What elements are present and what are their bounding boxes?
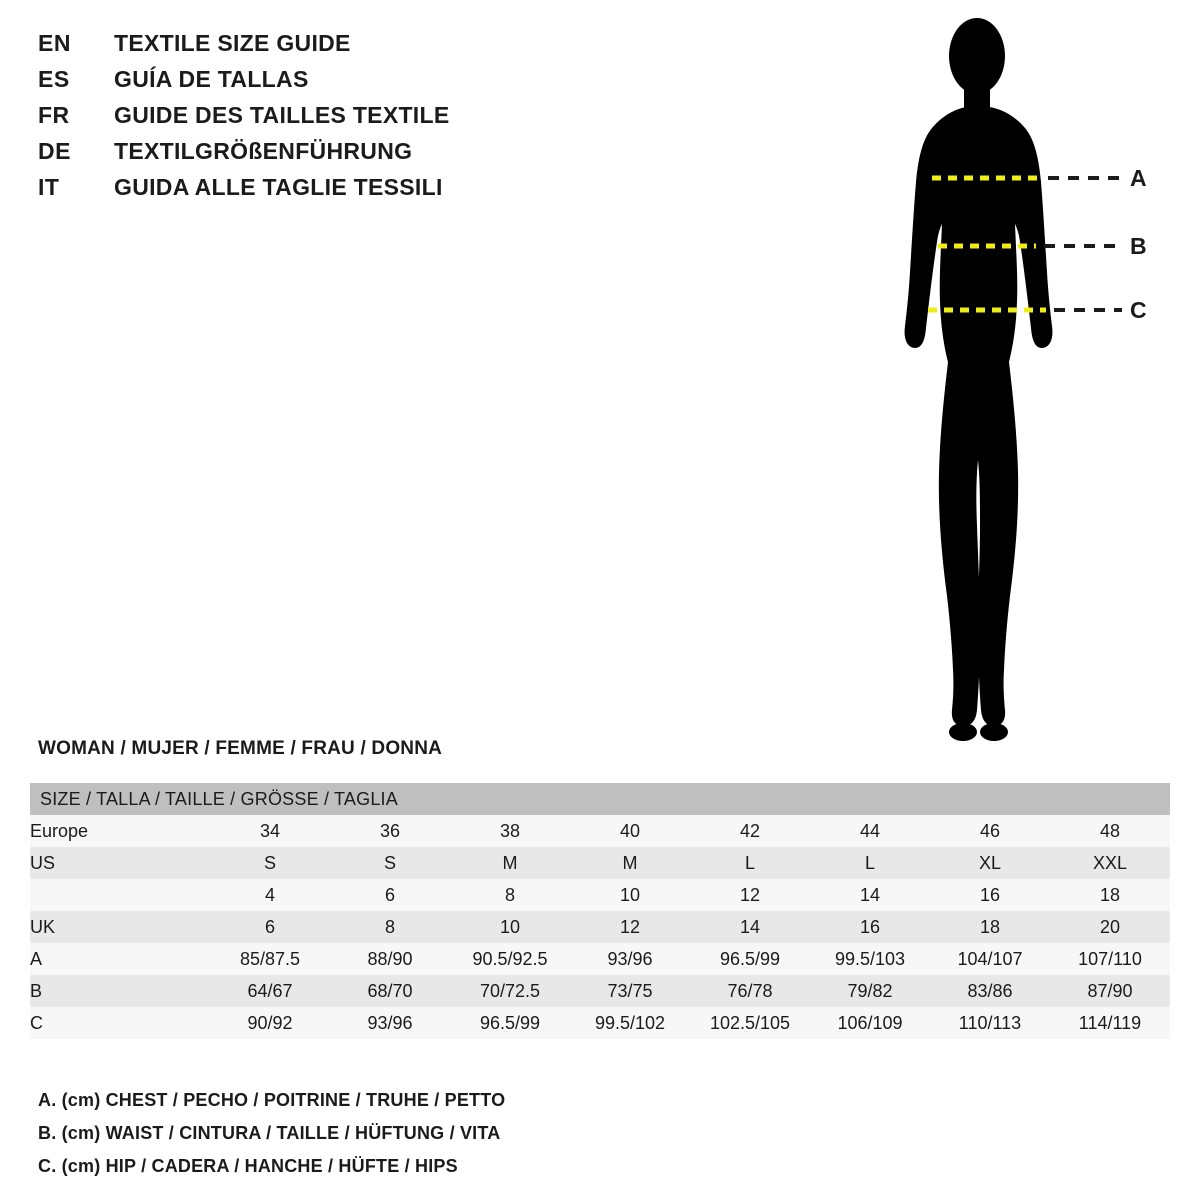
title-row-fr xyxy=(38,102,658,135)
callout-label-c: C xyxy=(1130,297,1147,323)
cell: 44 xyxy=(810,815,930,847)
size-chart-table xyxy=(30,783,1170,1039)
table-row xyxy=(30,943,1170,975)
legend-line-a: A. (cm) CHEST / PECHO / POITRINE / TRUHE / PETTO xyxy=(38,1090,506,1110)
cell: 99.5/102 xyxy=(570,1007,690,1039)
cell: 76/78 xyxy=(690,975,810,1007)
cell: 8 xyxy=(450,879,570,911)
cell: 85/87.5 xyxy=(210,943,330,975)
cell: 64/67 xyxy=(210,975,330,1007)
title-lang-de: DE xyxy=(38,138,71,164)
title-text-es: GUÍA DE TALLAS xyxy=(114,66,309,92)
cell: 8 xyxy=(330,911,450,943)
table-header-title: SIZE / TALLA / TAILLE / GRÖSSE / TAGLIA xyxy=(30,783,1170,815)
cell: 10 xyxy=(450,911,570,943)
callout-label-b: B xyxy=(1130,233,1147,259)
table-row xyxy=(30,847,1170,879)
female-body-figure xyxy=(860,10,1190,750)
title-block xyxy=(38,30,658,210)
table-row xyxy=(30,1007,1170,1039)
measurement-legend xyxy=(38,1090,738,1189)
cell: XL xyxy=(930,847,1050,879)
title-lang-it: IT xyxy=(38,174,60,200)
cell: 106/109 xyxy=(810,1007,930,1039)
title-lang-en: EN xyxy=(38,30,71,56)
cell: 90/92 xyxy=(210,1007,330,1039)
cell: 18 xyxy=(930,911,1050,943)
table-row xyxy=(30,815,1170,847)
title-row-en xyxy=(38,30,658,63)
cell: 114/119 xyxy=(1050,1007,1170,1039)
cell: 20 xyxy=(1050,911,1170,943)
cell: L xyxy=(810,847,930,879)
table-row xyxy=(30,911,1170,943)
title-row-de xyxy=(38,138,658,171)
cell: 96.5/99 xyxy=(690,943,810,975)
cell: 102.5/105 xyxy=(690,1007,810,1039)
callout-label-a: A xyxy=(1130,165,1147,191)
cell: 90.5/92.5 xyxy=(450,943,570,975)
cell: 10 xyxy=(570,879,690,911)
legend-line-c: C. (cm) HIP / CADERA / HANCHE / HÜFTE / HIPS xyxy=(38,1156,458,1176)
title-text-en: TEXTILE SIZE GUIDE xyxy=(114,30,351,56)
cell: 83/86 xyxy=(930,975,1050,1007)
title-lang-es: ES xyxy=(38,66,70,92)
cell: 12 xyxy=(570,911,690,943)
cell: 96.5/99 xyxy=(450,1007,570,1039)
row-label xyxy=(30,879,210,911)
cell: 36 xyxy=(330,815,450,847)
cell: M xyxy=(570,847,690,879)
table-header-row xyxy=(30,783,1170,815)
row-label: US xyxy=(30,847,210,879)
cell: 99.5/103 xyxy=(810,943,930,975)
cell: 34 xyxy=(210,815,330,847)
title-text-de: TEXTILGRÖßENFÜHRUNG xyxy=(114,138,413,164)
cell: 6 xyxy=(210,911,330,943)
cell: 70/72.5 xyxy=(450,975,570,1007)
title-row-es xyxy=(38,66,658,99)
cell: 14 xyxy=(810,879,930,911)
cell: S xyxy=(330,847,450,879)
body-silhouette-icon xyxy=(860,10,1190,750)
cell: M xyxy=(450,847,570,879)
cell: 93/96 xyxy=(330,1007,450,1039)
section-label-woman: WOMAN / MUJER / FEMME / FRAU / DONNA xyxy=(38,738,443,759)
title-text-fr: GUIDE DES TAILLES TEXTILE xyxy=(114,102,450,128)
cell: 38 xyxy=(450,815,570,847)
cell: L xyxy=(690,847,810,879)
cell: 79/82 xyxy=(810,975,930,1007)
row-label: Europe xyxy=(30,815,210,847)
title-row-it xyxy=(38,174,658,207)
cell: 14 xyxy=(690,911,810,943)
cell: 88/90 xyxy=(330,943,450,975)
cell: 4 xyxy=(210,879,330,911)
title-text-it: GUIDA ALLE TAGLIE TESSILI xyxy=(114,174,443,200)
row-label: C xyxy=(30,1007,210,1039)
row-label: B xyxy=(30,975,210,1007)
cell: 12 xyxy=(690,879,810,911)
cell: 6 xyxy=(330,879,450,911)
cell: S xyxy=(210,847,330,879)
cell: 16 xyxy=(930,879,1050,911)
cell: 42 xyxy=(690,815,810,847)
cell: 48 xyxy=(1050,815,1170,847)
table-row xyxy=(30,975,1170,1007)
table-row xyxy=(30,879,1170,911)
cell: XXL xyxy=(1050,847,1170,879)
cell: 68/70 xyxy=(330,975,450,1007)
row-label: UK xyxy=(30,911,210,943)
cell: 110/113 xyxy=(930,1007,1050,1039)
cell: 40 xyxy=(570,815,690,847)
cell: 18 xyxy=(1050,879,1170,911)
cell: 104/107 xyxy=(930,943,1050,975)
cell: 107/110 xyxy=(1050,943,1170,975)
cell: 16 xyxy=(810,911,930,943)
legend-line-b: B. (cm) WAIST / CINTURA / TAILLE / HÜFTUNG / VITA xyxy=(38,1123,501,1143)
cell: 93/96 xyxy=(570,943,690,975)
cell: 73/75 xyxy=(570,975,690,1007)
cell: 87/90 xyxy=(1050,975,1170,1007)
title-lang-fr: FR xyxy=(38,102,70,128)
cell: 46 xyxy=(930,815,1050,847)
row-label: A xyxy=(30,943,210,975)
